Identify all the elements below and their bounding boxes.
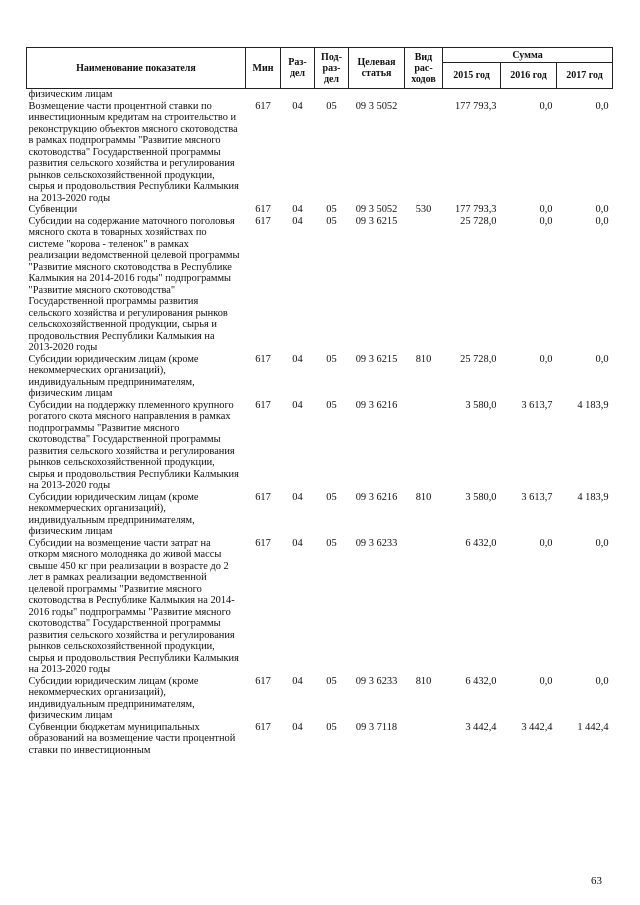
row-vid-rashodov: 810 bbox=[415, 491, 432, 503]
header-celevaya-statya: Целевая статья bbox=[349, 48, 405, 89]
header-2016: 2016 год bbox=[501, 63, 557, 89]
row-celevaya-statya bbox=[349, 89, 405, 101]
row-razdel: 04 bbox=[292, 215, 303, 227]
budget-table bbox=[26, 47, 613, 756]
row-name: Субсидии юридическим лицам (кроме некоммерческих организаций), индивидуальным предпринимателям, физическим лицам bbox=[28, 675, 199, 721]
row-sum-2015: 6 432,0 bbox=[465, 675, 497, 687]
row-podrazdel bbox=[315, 89, 349, 101]
row-razdel: 04 bbox=[292, 399, 303, 411]
header-2017: 2017 год bbox=[557, 63, 613, 89]
row-min: 617 bbox=[255, 100, 271, 112]
row-sum-2017: 0,0 bbox=[595, 537, 609, 549]
row-sum-2016: 3 442,4 bbox=[521, 721, 553, 733]
row-sum-2017: 4 183,9 bbox=[577, 399, 609, 411]
row-sum-2017: 0,0 bbox=[595, 675, 609, 687]
row-razdel: 04 bbox=[292, 721, 303, 733]
row-podrazdel: 05 bbox=[326, 491, 337, 503]
row-podrazdel: 05 bbox=[326, 537, 337, 549]
row-sum-2015: 25 728,0 bbox=[460, 353, 497, 365]
row-celevaya-statya: 09 3 6216 bbox=[355, 399, 398, 411]
header-podrazdel: Под- раз- дел bbox=[315, 48, 349, 89]
row-podrazdel: 05 bbox=[326, 204, 337, 215]
row-sum-2016: 0,0 bbox=[539, 537, 553, 549]
row-razdel: 04 bbox=[292, 537, 303, 549]
row-vid-rashodov bbox=[405, 89, 443, 101]
row-sum-2016: 0,0 bbox=[539, 215, 553, 227]
row-vid-rashodov bbox=[405, 722, 443, 757]
row-sum-2015: 3 442,4 bbox=[465, 721, 497, 733]
row-sum-2016 bbox=[501, 89, 557, 101]
row-name: физическим лицам bbox=[28, 89, 113, 100]
table-body bbox=[27, 89, 613, 757]
row-sum-2015: 3 580,0 bbox=[465, 491, 497, 503]
row-sum-2016: 0,0 bbox=[539, 353, 553, 365]
table-row bbox=[27, 400, 613, 492]
row-sum-2017 bbox=[557, 89, 613, 101]
row-celevaya-statya: 09 3 6216 bbox=[355, 491, 398, 503]
row-sum-2015: 177 793,3 bbox=[454, 204, 497, 215]
header-name: Наименование показателя bbox=[27, 48, 246, 89]
row-celevaya-statya: 09 3 7118 bbox=[355, 721, 398, 733]
row-celevaya-statya: 09 3 6215 bbox=[355, 353, 398, 365]
row-podrazdel: 05 bbox=[326, 100, 337, 112]
row-sum-2016: 3 613,7 bbox=[521, 491, 553, 503]
row-podrazdel: 05 bbox=[326, 721, 337, 733]
row-min: 617 bbox=[255, 399, 271, 411]
row-vid-rashodov: 810 bbox=[415, 675, 432, 687]
header-summa: Сумма bbox=[443, 48, 613, 63]
row-podrazdel: 05 bbox=[326, 215, 337, 227]
row-sum-2016: 3 613,7 bbox=[521, 399, 553, 411]
row-celevaya-statya: 09 3 5052 bbox=[355, 100, 398, 112]
row-name: Субсидии на возмещение части затрат на откорм мясного молодняка до живой массы свыше 450 кг при реализации в возрасте до 2 лет в рамках реализации ведомственной целевой программы "Развитие мясного скотоводства в Республике Калмыкия на 2014-2016 годы" подпрограммы "Развитие мясного скотоводства" Государственной программы развития сельского хозяйства и регулирования рынков сельскохозяйственной продукции, сырья и продовольствия Республики Калмыкия на 2013-2020 годы bbox=[28, 537, 239, 675]
row-min: 617 bbox=[255, 353, 271, 365]
table-row bbox=[27, 676, 613, 722]
row-razdel bbox=[281, 89, 315, 101]
budget-table-page bbox=[26, 47, 612, 756]
row-sum-2016: 0,0 bbox=[539, 204, 553, 215]
row-razdel: 04 bbox=[292, 491, 303, 503]
row-sum-2017: 0,0 bbox=[595, 215, 609, 227]
table-row bbox=[27, 89, 613, 101]
row-celevaya-statya: 09 3 6233 bbox=[355, 537, 398, 549]
row-name: Субвенции bbox=[28, 204, 78, 215]
row-name: Субсидии на содержание маточного поголовья мясного скота в товарных хозяйствах по системе "корова - теленок" в рамках реализации ведомственной целевой программы "Развитие мясного скотоводства в Республике Калмыкия на 2014-2016 годы" подпрограммы "Развитие мясного скотоводства" Государственной программы развития сельского хозяйства и регулирования рынков сельскохозяйственной продукции, сырья и продовольствия Республики Калмыкия на 2013-2020 годы bbox=[28, 215, 240, 353]
row-razdel: 04 bbox=[292, 675, 303, 687]
header-min: Мин bbox=[246, 48, 281, 89]
table-row bbox=[27, 354, 613, 400]
row-sum-2017: 0,0 bbox=[595, 100, 609, 112]
row-celevaya-statya: 09 3 6215 bbox=[355, 215, 398, 227]
row-name: Субсидии на поддержку племенного крупного рогатого скота мясного направления в рамках подпрограммы "Развитие мясного скотоводства" Государственной программы развития сельского хозяйства и регулирования рынков сельскохозяйственной продукции, сырья и продовольствия Республики Калмыкия на 2013-2020 годы bbox=[28, 399, 239, 491]
row-sum-2017: 4 183,9 bbox=[577, 491, 609, 503]
header-vid-rashodov: Вид рас- ходов bbox=[405, 48, 443, 89]
row-podrazdel: 05 bbox=[326, 675, 337, 687]
row-vid-rashodov bbox=[405, 216, 443, 354]
row-name: Субвенции бюджетам муниципальных образований на возмещение части процентной ставки по инвестиционным bbox=[28, 721, 236, 756]
header-2015: 2015 год bbox=[443, 63, 501, 89]
row-vid-rashodov bbox=[405, 538, 443, 676]
page-number: 63 bbox=[591, 875, 602, 887]
row-sum-2017: 1 442,4 bbox=[577, 721, 609, 733]
row-min: 617 bbox=[255, 491, 271, 503]
table-row bbox=[27, 492, 613, 538]
row-min: 617 bbox=[255, 204, 271, 215]
row-celevaya-statya: 09 3 6233 bbox=[355, 675, 398, 687]
row-sum-2016: 0,0 bbox=[539, 100, 553, 112]
row-podrazdel: 05 bbox=[326, 399, 337, 411]
row-razdel: 04 bbox=[292, 100, 303, 112]
table-header bbox=[27, 48, 613, 89]
row-min: 617 bbox=[255, 215, 271, 227]
row-name: Субсидии юридическим лицам (кроме некоммерческих организаций), индивидуальным предпринимателям, физическим лицам bbox=[28, 491, 199, 537]
row-sum-2015: 3 580,0 bbox=[465, 399, 497, 411]
row-vid-rashodov bbox=[405, 400, 443, 492]
table-row bbox=[27, 204, 613, 216]
row-name: Субсидии юридическим лицам (кроме некоммерческих организаций), индивидуальным предпринимателям, физическим лицам bbox=[28, 353, 199, 399]
row-vid-rashodov: 810 bbox=[415, 353, 432, 365]
row-vid-rashodov bbox=[405, 101, 443, 205]
header-razdel: Раз- дел bbox=[281, 48, 315, 89]
row-sum-2017: 0,0 bbox=[595, 353, 609, 365]
row-sum-2015 bbox=[443, 89, 501, 101]
row-podrazdel: 05 bbox=[326, 353, 337, 365]
table-row bbox=[27, 101, 613, 205]
row-sum-2015: 6 432,0 bbox=[465, 537, 497, 549]
row-sum-2016: 0,0 bbox=[539, 675, 553, 687]
table-row bbox=[27, 722, 613, 757]
row-sum-2015: 177 793,3 bbox=[454, 100, 497, 112]
row-sum-2017: 0,0 bbox=[595, 204, 609, 215]
row-min: 617 bbox=[255, 675, 271, 687]
row-sum-2015: 25 728,0 bbox=[460, 215, 497, 227]
row-min: 617 bbox=[255, 721, 271, 733]
table-row bbox=[27, 538, 613, 676]
row-razdel: 04 bbox=[292, 204, 303, 215]
row-min bbox=[246, 89, 281, 101]
row-vid-rashodov: 530 bbox=[415, 204, 432, 215]
row-razdel: 04 bbox=[292, 353, 303, 365]
row-celevaya-statya: 09 3 5052 bbox=[355, 204, 398, 215]
table-row bbox=[27, 216, 613, 354]
row-name: Возмещение части процентной ставки по инвестиционным кредитам на строительство и реконструкцию объектов мясного скотоводства в рамках подпрограммы "Развитие мясного скотоводства" Государственной программы развития сельского хозяйства и регулирования рынков сельскохозяйственной продукции, сырья и продовольствия Республики Калмыкия на 2013-2020 годы bbox=[28, 100, 239, 204]
row-min: 617 bbox=[255, 537, 271, 549]
